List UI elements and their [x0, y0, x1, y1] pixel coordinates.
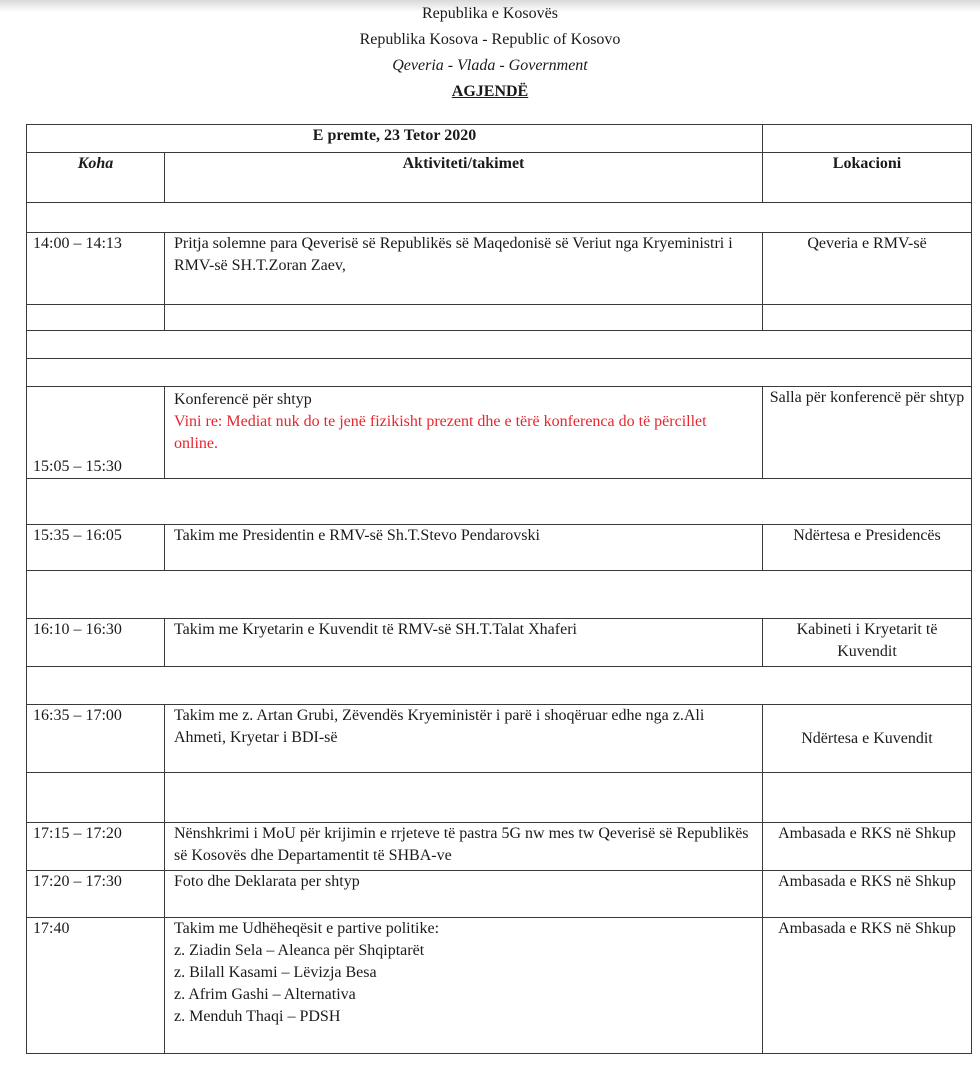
row-location: Ndërtesa e Kuvendit	[763, 705, 972, 773]
row-location: Ambasada e RKS në Shkup	[763, 871, 972, 918]
row-time: 17:20 – 17:30	[27, 871, 165, 918]
spacer-row	[27, 359, 972, 387]
spacer-row	[27, 773, 972, 823]
table-row	[27, 918, 972, 1054]
row-time: 15:05 – 15:30	[27, 387, 165, 479]
header-time: Koha	[27, 153, 165, 203]
table-row	[27, 619, 972, 667]
header-government: Qeveria - Vlada - Government	[392, 57, 588, 74]
row-activity: Foto dhe Deklarata per shtyp	[165, 871, 763, 918]
row-activity: Takim me z. Artan Grubi, Zëvendës Kryeministër i parë i shoqëruar edhe nga z.Ali Ahmeti, Kryetar i BDI-së	[165, 705, 763, 773]
row-location: Salla për konferencë për shtyp	[763, 387, 972, 479]
row-time: 15:35 – 16:05	[27, 525, 165, 571]
row-activity: Takim me Udhëheqësit e partive politike:	[174, 920, 440, 937]
row-activity: Pritja solemne para Qeverisë së Republikës së Maqedonisë së Veriut nga Kryeministri i RMV-së SH.T.Zoran Zaev,	[165, 233, 763, 305]
row-location: Qeveria e RMV-së	[763, 233, 972, 305]
header-activity: Aktiviteti/takimet	[165, 153, 763, 203]
party-leader-line: z. Afrim Gashi – Alternativa	[174, 986, 356, 1003]
row-activity: Nënshkrimi i MoU për krijimin e rrjeteve të pastra 5G nw mes tw Qeverisë së Republikës së Kosovës dhe Departamentit të SHBA-ve	[165, 823, 763, 871]
spacer-row	[27, 331, 972, 359]
row-activity: Konferencë për shtyp	[174, 391, 312, 408]
date-cell: E premte, 23 Tetor 2020	[27, 125, 763, 153]
date-row	[27, 125, 972, 153]
row-time: 16:10 – 16:30	[27, 619, 165, 667]
table-row	[27, 525, 972, 571]
row-time: 14:00 – 14:13	[27, 233, 165, 305]
party-leader-line: z. Ziadin Sela – Aleanca për Shqiptarët	[174, 942, 425, 959]
header-location: Lokacioni	[763, 153, 972, 203]
row-activity-cell	[165, 387, 763, 479]
row-activity-cell	[165, 918, 763, 1054]
agenda-table	[26, 124, 972, 1054]
spacer-row	[27, 667, 972, 705]
row-activity: Takim me Presidentin e RMV-së Sh.T.Stevo Pendarovski	[165, 525, 763, 571]
agenda-title: AGJENDË	[451, 83, 529, 100]
empty-cell	[763, 125, 972, 153]
table-row	[27, 871, 972, 918]
row-time: 17:40	[27, 918, 165, 1054]
table-row	[27, 705, 972, 773]
column-header-row	[27, 153, 972, 203]
row-location: Kabineti i Kryetarit të Kuvendit	[763, 619, 972, 667]
row-activity: Takim me Kryetarin e Kuvendit të RMV-së SH.T.Talat Xhaferi	[165, 619, 763, 667]
row-location: Ambasada e RKS në Shkup	[763, 918, 972, 1054]
party-leader-line: z. Menduh Thaqi – PDSH	[174, 1008, 341, 1025]
row-time: 17:15 – 17:20	[27, 823, 165, 871]
spacer-row	[27, 479, 972, 525]
row-time: 16:35 – 17:00	[27, 705, 165, 773]
party-leader-line: z. Bilall Kasami – Lëvizja Besa	[174, 964, 377, 981]
header-country-multilingual: Republika Kosova - Republic of Kosovo	[359, 31, 621, 48]
spacer-row	[27, 305, 972, 331]
media-notice: Vini re: Mediat nuk do te jenë fizikisht prezent dhe e tërë konferenca do të përcillet online.	[174, 413, 707, 452]
spacer-row	[27, 203, 972, 233]
table-row	[27, 387, 972, 479]
table-row	[27, 823, 972, 871]
row-location: Ndërtesa e Presidencës	[763, 525, 972, 571]
row-location: Ambasada e RKS në Shkup	[763, 823, 972, 871]
spacer-row	[27, 571, 972, 619]
header-country: Republika e Kosovës	[422, 5, 558, 22]
table-row	[27, 233, 972, 305]
